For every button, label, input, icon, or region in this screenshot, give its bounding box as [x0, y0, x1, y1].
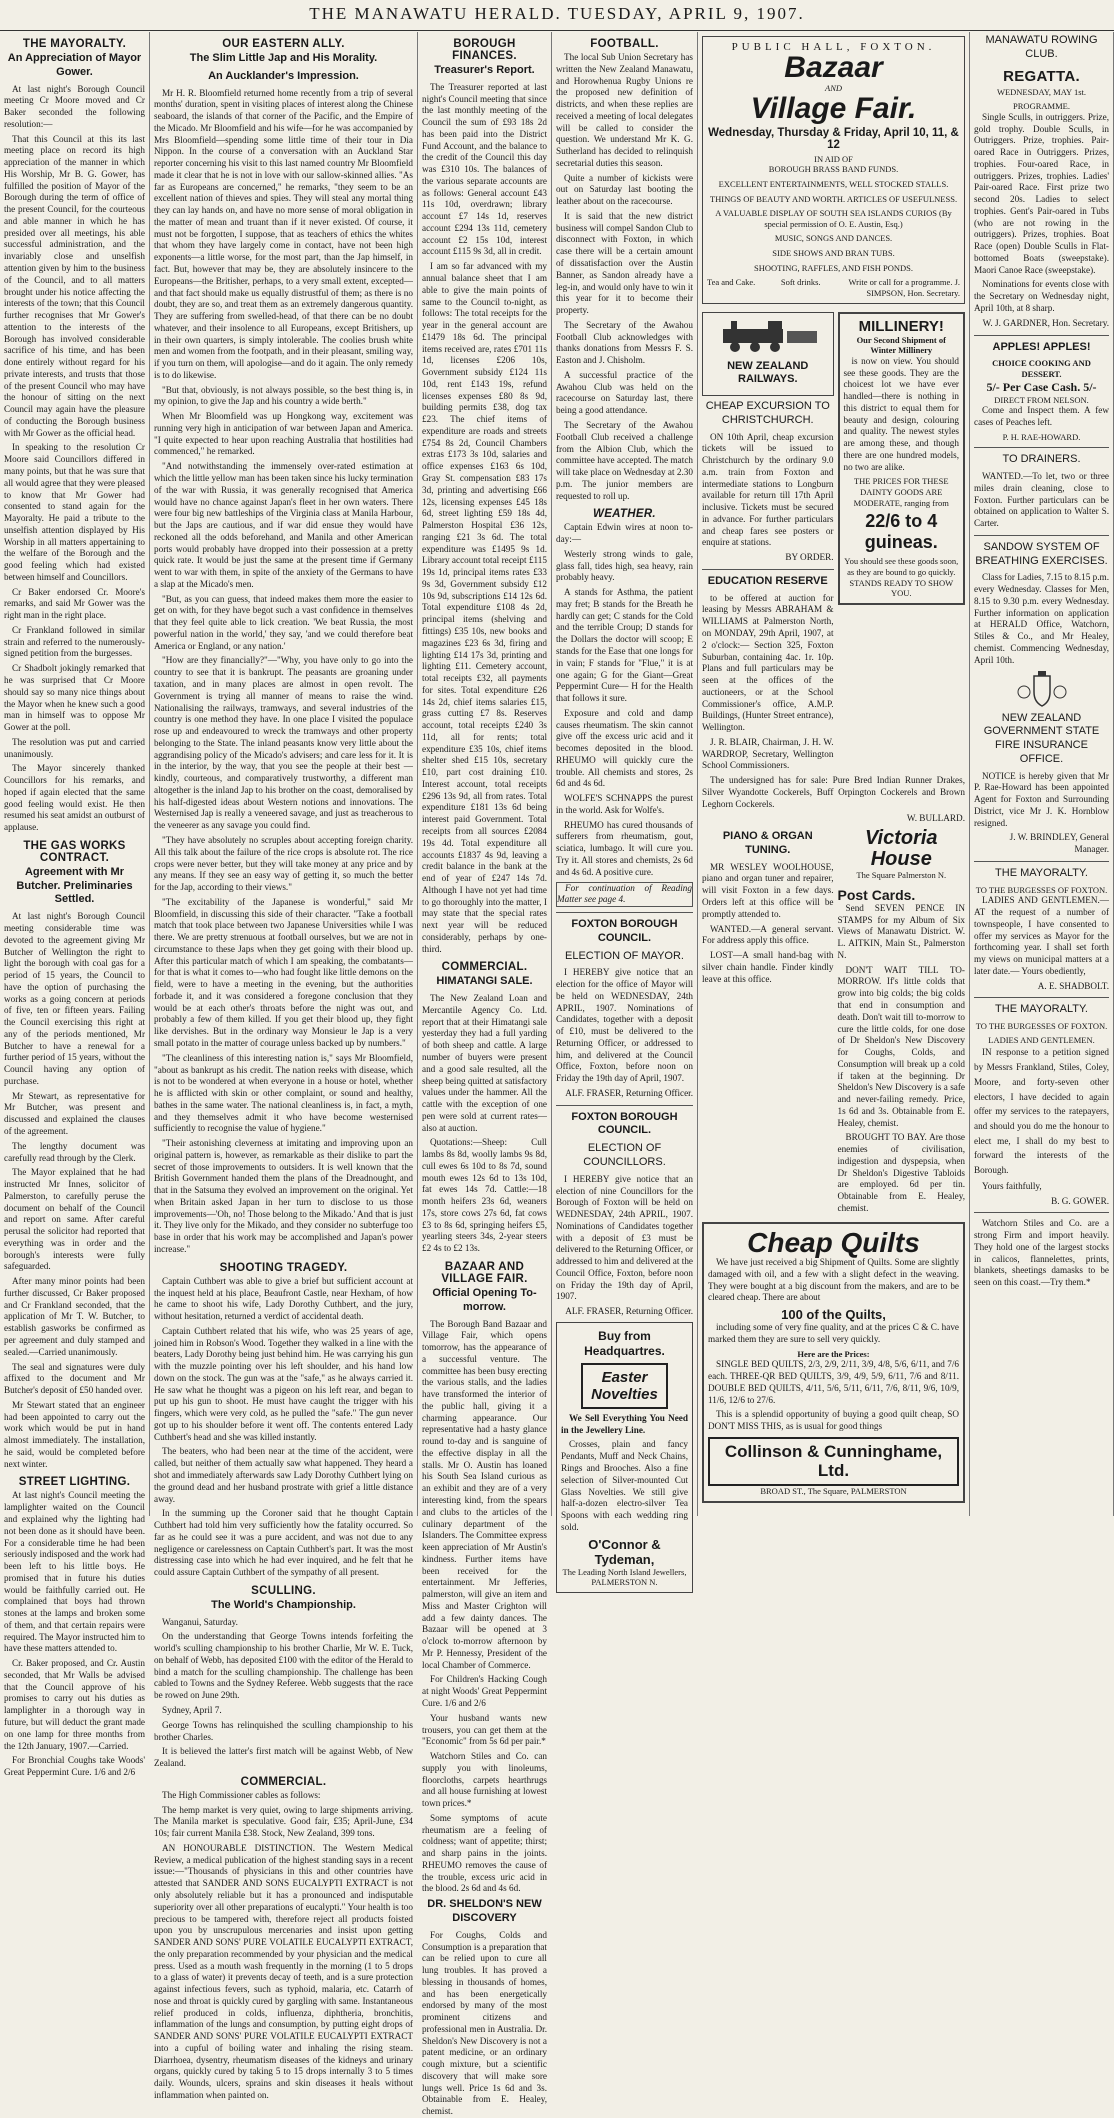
mayoralty-notice-closing: Yours faithfully,	[982, 1180, 1042, 1191]
drainers-body: WANTED.—To let, two or three miles drain cleaning, close to Foxton. Further particulars can be obtained on application to Walter S. Carter.	[974, 471, 1109, 529]
paragraph: At last night's Borough Council meeting Cr Moore moved and Cr Baker seconded the following resolution:—	[4, 83, 145, 129]
dont-wait-notice: DON'T WAIT TILL TO-MORROW. If's little colds that grow into big colds; the big colds that end in consumption and death. Don't wait till to-morrow to cure the little colds, for one dose of Dr Sheldon's New Discovery for Coughs, Colds, and Consumption will break up a cold if taken at the beginning. Dr Sheldon's New Discovery is a safe and never-failing remedy. Price, 1s 6d and 3s. Obtainable from E. Healey, chemist.	[837, 964, 965, 1128]
divider	[974, 335, 1109, 336]
apples-source: DIRECT FROM NELSON.	[994, 394, 1089, 405]
post-cards-title: Post Cards.	[837, 886, 916, 903]
headline-football: FOOTBALL.	[590, 38, 659, 50]
paragraph: Watchorn Stiles and Co. can supply you with linoleums, floorcloths, carpets hearthrugs and all house furnishing at lowest town prices.*	[422, 1751, 547, 1809]
village-fair-title: Village Fair.	[750, 91, 917, 125]
notice-subtitle: ELECTION OF MAYOR.	[565, 949, 684, 962]
paragraph: After many minor points had been further discussed, Cr Baker proposed and Cr Frankland seconded, that the application of Mr T. W. Butcher, to establish gasworks be confirmed as per agreement and duly stamped and sealed.—Carried unanimously.	[4, 1276, 145, 1357]
regatta-title: REGATTA.	[1003, 67, 1080, 85]
education-signature: J. R. BLAIR, Chairman, J. H. W. WARDROP, Secretary, Wellington School Commissioners.	[702, 736, 834, 771]
bazaar-aid: IN AID OF	[814, 153, 853, 164]
railways-signature: BY ORDER.	[785, 552, 834, 563]
subhead-himatangi: HIMATANGI SALE.	[436, 975, 533, 988]
paragraph: "How are they financially?"—"Why, you have only to go into the country to see that it is bankrupt. The peasants are groaning under taxation, and in many places are almost in open revolt. The Government is trying all manner of means to raise the wind. Nationalising the railways, tramways, and several industries of the country is one method they have. In one place I visited the populace rose up and endeavoured to wreck the tramways and other property belonging to the State. The inland peasants know very little about the aggrandising policy of the Micado's advisers; and care less for it. It is in the interior, by the way, that you see the people at their best — kindly, courteous, and comparatively trustworthy, a different man altogether is the inland Jap to his brother on the coast, demoralised by his half-digested ideas about Western notions and innovations. The Westernised Jap is really a veneered savage, and just as treacherous to the veneerer as any savage you could find.	[154, 655, 413, 831]
column-3	[418, 32, 552, 2117]
paragraph: In speaking to the resolution Cr Moore said Councillors differed in many points, but that he was sure that all would agree that they were pleased to know that Mr Gower had consented to stand again for the Mayoralty. He paid a tribute to the unselfish attention displayed by His Worship in all matters appertaining to the welfare of the Borough and the good feeling which had existed between himself and Councillors.	[4, 442, 145, 582]
paragraph: The High Commissioner cables as follows:	[162, 1789, 321, 1800]
cheap-quilts-title: Cheap Quilts	[747, 1226, 920, 1258]
notice-body: I HEREBY give notice that an election for the office of Mayor will be held on WEDNESDAY, 24th APRIL, 1907. Nominations of Candidates, together with a deposit of £10, must be delivered to the Returning Officer, or addressed to him, and delivered at the Council Office, Foxton, before noon on Friday the 19th day of April, 1907.	[556, 967, 693, 1084]
col5-right	[838, 308, 966, 776]
bazaar-aid-funds: BOROUGH BRASS BAND FUNDS.	[768, 164, 899, 175]
paragraph: AN HONOURABLE DISTINCTION. The Western Medical Review, a medical publication of the highest standing says in a recent issue:—"Thousands of physicians in this and other countries have attested that SANDER AND SONS EUCALYPTI EXTRACT is not only absolutely reliable but it has a pronounced and indisputable superiority over all other preparations of eucalypti." Your health is too precious to be tampered with, therefore reject all products foisted upon you by unscrupulous mercenaries and insist upon getting SANDER AND SONS' PURE VOLATILE EUCALYPTI EXTRACT, the only preparation recommended by your physician and the medical press. Used as a mouth wash frequently in the morning (1 to 5 drops to a glass of water) it prevents decay of teeth, and is a sure protection against infectious fevers, such as typhoid, malaria, etc. Catarrh of nose and throat is quickly cured by gargling with same. Instantaneous relief produced in colds, influenza, diphtheria, bronchitis, inflammation of the lungs and consumption, by putting eight drops of SANDER AND SONS' PURE VOLATILE EUCALYPTI EXTRACT into a cupful of boiling water and inhaling the rising steam. Diarrhoea, dysentry, rheumatism diseases of the kidneys and urinary organs, quickly cured by taking 5 to 15 drops internally 3 to 5 times daily. Wounds, ulcers, sprains and skin diseases it heals without inflammation when painted on.	[154, 1842, 413, 2100]
mayoralty-notice-greeting: LADIES AND GENTLEMEN.	[988, 1034, 1095, 1045]
headline-street-lighting: STREET LIGHTING.	[18, 1476, 131, 1489]
ad-firm-address: The Leading North Island Jewellers, PALMERSTON N.	[562, 1566, 687, 1588]
locomotive-icon	[713, 317, 823, 353]
millinery-title: MILLINERY!	[858, 317, 944, 335]
paragraph: Mr Stewart, as representative for Mr Butcher, was present and discussed and explained the clauses of the agreement.	[4, 1090, 145, 1136]
mayoralty-notice-signature: B. G. GOWER.	[1051, 1195, 1109, 1206]
millinery-advertisement	[838, 312, 966, 605]
insurance-signature: J. W. BRINDLEY, General Manager.	[1009, 832, 1109, 855]
prices-heading: Here are the Prices:	[797, 1348, 870, 1359]
railways-title: NEW ZEALAND RAILWAYS.	[727, 359, 809, 386]
mayoralty-notice-signature: A. E. SHADBOLT.	[1037, 980, 1109, 991]
millinery-footer: You should see these goods soon, as they are bound to go quickly. STANDS READY TO SHOW YOU.	[844, 556, 959, 599]
wanted-notice: WANTED.—A general servant. For address apply this office.	[702, 923, 834, 946]
piano-title: PIANO & ORGAN TUNING.	[722, 830, 813, 856]
programme-body: Single Sculls, in outriggers. Prize, gold trophy. Double Sculls, in Outriggers. Prize, trophies. Pair-oared Race in Outriggers. Prizes, trophies. Four-oared Race, in outriggers. Prizes, trophies. Ladies' Pair-oared Race. First prize two second 20s. Ladies to select trophies. Gent's Pair-oared in Tubs (who are not rowing in the outriggers). Prizes, trophies. Boat Race (open) Double Sculls in Flat-bottomed Boats (sweepstake). Maori Canoe Race (sweepstake).	[974, 111, 1109, 275]
sandow-title: SANDOW SYSTEM OF BREATHING EXERCISES.	[975, 540, 1108, 567]
paragraph: The lengthy document was carefully read through by the Clerk.	[4, 1140, 145, 1163]
paragraph: Captain Edwin wires at noon to-day:—	[556, 522, 693, 545]
railways-body: ON 10th April, cheap excursion tickets will be issued to Christchurch by the ordinary 9.0 a.m. train from Foxton and intermediate stations to Longburn available for return till 17th April inclusive. Tickets must be secured in advance. For further particulars and cheap fares see posters or enquire at stations.	[702, 431, 834, 548]
paragraph: George Towns has relinquished the sculling championship to his brother Charles.	[154, 1719, 413, 1742]
paragraph: It is said that the new district business will compel Sandon Club to disconnect with Foxton, in which case there will be a certain amount of dissatisfaction over the Austin Banner, as Sandon already have a leg-in, and would only have to win it this year for it to become their property.	[556, 210, 693, 316]
ad-line: We Sell Everything You Need in the Jewellery Line.	[561, 1412, 688, 1435]
railways-subtitle: CHEAP EXCURSION TO CHRISTCHURCH.	[705, 400, 830, 426]
divider	[974, 1212, 1109, 1213]
education-body: to be offered at auction for leasing by Messrs ABRAHAM & WILLIAMS at Palmerston North, on MONDAY, 29th April, 1907, at 2 o'clock:— Section 325, Foxton Suburban, containing 4ac. 1r. 10p. Plans and full particulars may be seen at the offices of the auctioneers, or at the School Commissioner's office, A.M.P. Buildings, (Hunter Street entrance), Wellington.	[702, 592, 834, 733]
brought-to-bay-notice: BROUGHT TO BAY. Are those enemies of civilisation, indigestion and dyspepsia, when Dr Sheldon's Digestive Tabloids are employed. 6d per tin. Obtainable from E. Healey, chemist.	[837, 1132, 965, 1213]
col5-right-2	[838, 828, 966, 1218]
paragraph: The beaters, who had been near at the time of the accident, were called, but neither of them actually saw what happened. They heard a shot and immediately afterwards saw Lady Dorothy Cuthbert lying on the ground dead and her husband prostrate with grief a little distance away.	[154, 1446, 413, 1504]
paragraph: The Borough Band Bazaar and Village Fair, which opens tomorrow, has the appearance of a successful venture. The committee has been busy erecting the various stalls, and the ladies have transformed the interior of the public hall, giving it a charming appearance. Our representative had a hasty glance round to-day and is sanguine of the effective display in all the stalls. Mr O. Austin has loaned his South Sea Island curious as an exhibit and they are of a very interesting kind, from the spears and clubs to the articles of the culinary department of the Islanders. The Committee express keen appreciation of Mr Austin's kindness. Further items have been received for the entertainment. Mr Jefferies, palmerston, will give an item and Miss and Master Crighton will add a few dainty dances. The Bazaar will be opened at 3 o'clock to-morrow afternoon by Mr P. Hennessy, President of the local Chamber of Commerce.	[422, 1318, 547, 1670]
mayoralty-notice-title: THE MAYORALTY.	[995, 1003, 1088, 1016]
paragraph: At last night's Council meeting the lamplighter waited on the Council and explained why the lighting had not been done as it should have been. For a considerable time he had been seriously indisposed and the work had been left to his little boys. He promised that in future his duties would be faithfully carried out. He complained that boys had thrown stones at the lamps and broken some of them, and that certain repairs were required. The Mayor instructed him to have these matters attended to.	[4, 1490, 145, 1654]
mayoralty-notice-to: TO THE BURGESSES OF FOXTON.	[975, 884, 1108, 895]
bazaar-line: EXCELLENT ENTERTAINMENTS, WELL STOCKED STALLS.	[718, 178, 949, 189]
railways-advertisement	[702, 312, 834, 397]
watchorn-notice: Watchorn Stiles and Co. are a strong Firm and import heavily. They hold one of the largest stocks in calicos, flannelettes, prints, blankets, sheetings damasks to be seen on this coast.—Try them.*	[974, 1218, 1109, 1288]
divider	[702, 569, 834, 570]
divider	[974, 535, 1109, 536]
headline-shooting-tragedy: SHOOTING TRAGEDY.	[219, 1261, 348, 1274]
headline-weather: WEATHER.	[593, 508, 656, 521]
paragraph: WOLFE'S SCHNAPPS the purest in the world. Ask for Wolfe's.	[556, 793, 693, 815]
firm-address: BROAD ST., The Square, PALMERSTON	[760, 1486, 907, 1497]
subhead-treasurer: Treasurer's Report.	[434, 64, 535, 76]
subhead-gas-works: Agreement with Mr Butcher. Preliminaries Settled.	[16, 865, 133, 906]
apples-title: APPLES! APPLES!	[992, 340, 1091, 353]
quilts-body-2: including some of very fine quality, and at the prices C & C. have marked them they are sure to sell very quickly.	[708, 1322, 959, 1344]
quilts-footer: This is a splendid opportunity of buying a good quilt cheap, SO DON'T MISS THIS, as is usual for good things	[708, 1409, 959, 1432]
paragraph: The resolution was put and carried unanimously.	[4, 736, 145, 759]
paragraph: In the summing up the Coroner said that he thought Captain Cuthbert had told him very sufficiently how the fatality occurred. So far as he could see it was a pure accident, and was not due to any negligence or carelessness on Captain Cuthbert's part. It was the most distressing case into which he had ever inquired, and he felt that he could assure Captain Cuthbert of the sympathy of all present.	[154, 1508, 413, 1578]
fowl-signature: W. BULLARD.	[906, 813, 965, 824]
bazaar-dates: Wednesday, Thursday & Friday, April 10, 11, & 12	[708, 126, 959, 151]
paragraph: The seal and signatures were duly affixed to the document and Mr Butcher's deposit of £50 handed over.	[4, 1361, 145, 1396]
apples-signature: P. H. RAE-HOWARD.	[1002, 431, 1081, 442]
paragraph: Westerly strong winds to gale, glass fall, tides high, sea heavy, rain probably heavy.	[556, 548, 693, 583]
paragraph: The Mayor explained that he had instructed Mr Innes, solicitor of Palmerston, to carefully peruse the document on behalf of the Council and report on same. After careful perusal the solicitor had reported that everything was in order and the borough's interests were fully safeguarded.	[4, 1167, 145, 1272]
quilts-advertisement	[702, 1222, 965, 1503]
quilts-body: We have just received a big Shipment of Quilts. Some are slightly damaged with oil, and a few with a slight defect in the weaving. They were bought at a big discount from the makers, and are to be cleared cheap. There are about	[708, 1257, 959, 1303]
paragraph: I am so far advanced with my annual balance sheet that I am able to give the main points of same to the Council to-night, as follows: The total receipts for the year in the general account are £1479 18s 6d. The principal items received are, rates £701 11s 1d, licenses £206 10s, Government subsidy £124 11s 10d, rent £143 19s, refund licenses expenses £80 8s 9d, building permits £38, dog tax £23. The chief items of expenditure are roads and streets £754 8s 2d, Council Chambers extras £173 3s 10d, salaries and office expenses £163 6s 10d, Gray St. compensation £83 17s 3d, printing and advertising £66 12s, licensing expenses £45 18s 6d, street lighting £59 18s 4d, Palmerston Hospital £36 12s, ranging £21 3s 6d. The total expenditure was £1495 9s 1d. Library account total receipt £115 19s 1d, principal items rates £33 9s 3d, Government subsidy £12 10s 9d, subscriptions £14 12s 6d. Total expenditure £108 4s 2d, principal items (shelving and fittings) £35 10s, new books and magazines £23 6s 3d, firing and lighting £14 17s 3d, printing and lighting £11. Cemetery account, total receipts £32, all payments for sites. Total expenditure £26 14s 2d, chief items salaries £15, grass cutting £7 8s. Reserves account, total receipts £240 3s 11d, all for rents; total expenditure £35 10s, chief items shelter shed £15 10s, secretary £10, part cost draining £10. Interest account, total receipts £296 13s 9d, all from rates. Total expenditure £181 13s 6d being interest paid Government. Total receipts from all sources £2084 19s 4d. Total expenditure all accounts £1837 4s 9d, leaving a credit balance in the bank at the end of year of £247 14s 7d. Although I have not yet had time to go thoroughly into the matter, I may state that the special rates next year will be reduced considerably, perhaps by one-third.	[422, 261, 547, 954]
bazaar-line: A VALUABLE DISPLAY OF SOUTH SEA ISLANDS CURIOS (By special permission of O. E. Austin, Esq.)	[715, 208, 952, 229]
apples-price: 5/- Per Case Cash. 5/-	[986, 379, 1097, 394]
column-5	[698, 32, 970, 1516]
notice-title: FOXTON BOROUGH COUNCIL.	[571, 1110, 678, 1137]
subhead-sheldon: DR. SHELDON'S NEW DISCOVERY	[427, 1898, 542, 1924]
paragraph: Quite a number of kickists were out on Saturday last booting the leather about on the racecourse.	[556, 172, 693, 207]
bazaar-title: Bazaar	[784, 51, 883, 84]
piano-body: MR WESLEY WOOLHOUSE, piano and organ tuner and repairer, will visit Foxton in a few days. Orders left at this office will be promptly attended to.	[702, 861, 834, 919]
mayoralty-notice-title: THE MAYORALTY.	[995, 866, 1088, 879]
headline-eastern-ally: OUR EASTERN ALLY.	[222, 38, 345, 50]
paragraph: Some symptoms of acute rheumatism are a feeling of coldness; want of appetite; thirst; and sharp pains in the joints. RHEUMO removes the cause of the trouble, excess uric acid in the blood. 2s 6d and 4s 6d.	[422, 1812, 547, 1894]
sandow-body: Class for Ladies, 7.15 to 8.15 p.m. every Wednesday. Classes for Men, 8.15 to 9.30 p.m. every Wednesday. Further information on application at HERALD Office, Watchorn, Stiles & Co., and Mr Healey, chemist. Commencing Wednesday, April 10th.	[974, 572, 1109, 665]
dateline: Sydney, April 7.	[162, 1705, 222, 1716]
mayoralty-notice-to: TO THE BURGESSES OF FOXTON.	[975, 1021, 1108, 1032]
drainers-title: TO DRAINERS.	[1002, 453, 1081, 466]
notice-subtitle: ELECTION OF COUNCILLORS.	[583, 1142, 666, 1168]
paragraph: Cr Frankland followed in similar strain and referred to the numerously-signed petition from the burgesses.	[4, 624, 145, 659]
notice-signature: ALF. FRASER, Returning Officer.	[565, 1087, 693, 1098]
subhead-eastern-ally: The Slim Little Jap and His Morality.	[189, 52, 378, 64]
divider	[974, 997, 1109, 998]
column-6	[970, 32, 1114, 1516]
paragraph: "Their astonishing cleverness at imitating and improving upon an original pattern is, however, as remarkable as their dislike to part the secret of those improvements to outsiders. It is well known that the British Government handed them the plans of the Dreadnought, and that in the Satsuma they evolved an improvement on the original. Yet when Britain asked Japan in her turn to disclose to us those improvements—'Oh, no! Those belong to the Mikado.' And that is just it. They live only for the Mikado, and they consider no subterfuge too base in order that his work may be accomplished and Japan's power increase."	[154, 1138, 413, 1254]
bazaar-tea: Tea and Cake.	[707, 277, 756, 288]
notice-signature: ALF. FRASER, Returning Officer.	[565, 1306, 693, 1317]
paragraph: "They have absolutely no scruples about accepting foreign charity. All this talk about the failure of the rice crops is absolute rot. The rice crops were never better, but they will take money at any price and by any means. If they see an easy way of getting it, so much the better for the Jap, according to their views."	[154, 834, 413, 893]
col5-left-2	[702, 828, 834, 1218]
bazaar-line: THINGS OF BEAUTY AND WORTH. ARTICLES OF USEFULNESS.	[709, 193, 958, 204]
bazaar-location: PUBLIC HALL, FOXTON.	[731, 41, 936, 53]
paragraph: For Coughs, Colds and Consumption is a preparation that can be relied upon to cure all lung troubles. It has proved a blessing in thousands of homes, and has been energetically endorsed by many of the most prominent citizens and professional men in Australia. Dr. Sheldon's New Discovery is not a patent medicine, or an ordinary cough mixture, but a scientific discovery that will make sore lungs well. Price 1s 6d and 3s. Obtainable from E. Healey, chemist.	[422, 1929, 547, 2117]
headline-sculling: SCULLING.	[251, 1584, 316, 1597]
paragraph: For Children's Hacking Cough at night Woods' Great Peppermint Cure. 1/6 and 2/6	[422, 1674, 547, 1708]
paragraph: "But, as you can guess, that indeed makes them more the easier to get on with, for they have begot such a vast confidence in themselves that they feel quite able to lick creation. 'We beat Russia, the most powerful nation in the world,' they say, 'and we could therefore beat America or England, or any nation.'	[154, 593, 413, 651]
paragraph: When Mr Bloomfield was up Hongkong way, excitement was running very high in anticipation of war between Japan and America. "I quite expected to hear upon reaching Australia that hostilities had commenced," he remarked.	[154, 411, 413, 457]
coat-of-arms-icon	[1012, 670, 1072, 710]
divider	[556, 912, 693, 913]
education-title: EDUCATION RESERVE	[707, 574, 828, 587]
paragraph: Captain Cuthbert related that his wife, who was 25 years of age, joined him in Robson's Wood. Together they walked in a line with the beaters, Lady Dorothy being just behind him. He was carrying his gun with the muzzle pointing over his left shoulder, and his hand low down on the stock. The gun was at the "safe," as he always carried it. He saw what he thought was a pigeon on his left rear, and began to put up his gun to shoot. He must have caught the trigger with his fingers, which were very cold, as he pulled the "safe." The gun never got up to his shoulder before it went off. The contents entered Lady Cuthbert's head and she was killed instantly.	[154, 1325, 413, 1442]
bazaar-footer	[707, 277, 960, 298]
apples-body: Come and Inspect them. A few cases of Peaches left.	[974, 405, 1109, 427]
paragraph: For Bronchial Coughs take Woods' Great Peppermint Cure. 1/6 and 2/6	[4, 1755, 145, 1778]
paragraph: Quotations:—Sheep: Cull lambs 8s 8d, woolly lambs 9s 8d, cull ewes 6s 10d to 8s 7d, sound mouth ewes 12s 6d to 13s 10d, fat ewes 14s 7d. Cattle:—18 month heifers 23s 6d, weaners 17s, store cows 27s 6d, fat cows £3 to 8s 6d, springing heifers £5, yearling steers 34s, 2-year steers £2 4s to £2 13s.	[422, 1137, 547, 1254]
paragraph: Mr Stewart stated that an engineer had been appointed to carry out the work which would be put in hand almost immediately. The installation, he said, would be completed before next winter.	[4, 1399, 145, 1469]
headline-borough-finances: BOROUGH FINANCES.	[452, 38, 517, 62]
jeweller-advertisement	[556, 1322, 693, 1593]
programme-signature: W. J. GARDNER, Hon. Secretary.	[982, 317, 1109, 328]
continuation-note: For continuation of Reading Matter see page 4.	[556, 882, 693, 908]
paragraph: Captain Cuthbert was able to give a brief but sufficient account at the inquest held at his place, Beaufront Castle, near Hexham, of how he came to shoot his wife, Lady Dorothy Cuthbert, and the jury, without hesitation, returned a verdict of accidental death.	[154, 1275, 413, 1322]
headline-bazaar: BAZAAR AND VILLAGE FAIR.	[441, 1261, 528, 1285]
paragraph: RHEUMO has cured thousands of sufferers from rheumatism, gout, sciatica, lumbago. It will cure you. Try it. All stores and chemists, 2s 6d and 4s 6d. A positive cure.	[556, 819, 693, 877]
paragraph: The Treasurer reported at last night's Council meeting that since the last monthly meeting of the Council the sum of £93 18s 2d has been paid into the District Fund Account, and the balance to the credit of the Council this day was £310 10s. The balances of the various separate accounts are as follows: General account £43 11s 10d, overdrawn; library account £7 14s 1d, reserves account £294 13s 11d, cemetery account £2 15s 10d, interest account £115 9s 3d, all in credit.	[422, 81, 547, 257]
firm-box	[708, 1437, 959, 1486]
bazaar-and: AND	[825, 83, 842, 93]
bazaar-programme: Write or call for a programme. J. SIMPSON, Hon. Secretary.	[848, 277, 960, 298]
fowl-notice: The undersigned has for sale: Pure Bred Indian Runner Drakes, Silver Wyandotte Cockerels, Buff Orpington Cockerels and Brown Leghorn Cockerels.	[702, 775, 965, 809]
subhead-mayoralty: An Appreciation of Mayor Gower.	[7, 52, 142, 78]
ad-body: Crosses, plain and fancy Pendants, Muff and Neck Chains, Rings and Brooches. Also a fine selection of Silver-mounted Cut Glass Novelties. We still give half-a-dozen electro-silver Tea Spoons with each wedding ring sold.	[561, 1439, 688, 1532]
bazaar-drinks: Soft drinks.	[780, 277, 821, 288]
quilts-count: 100 of the Quilts,	[781, 1307, 886, 1323]
mayoralty-notice-body: IN response to a petition signed by Messrs Frankland, Stiles, Coley, Moore, and forty-seven other electors, I have decided to again offer my services to the ratepayers, and should you do me the honour to elect me, I shall do my best to forward the interests of the Borough.	[974, 1047, 1109, 1176]
paragraph: Mr H. R. Bloomfield returned home recently from a trip of several months' duration, spent in visiting places of interest along the Chinese seaboard, the islands of that corner of the Pacific, and the Empire of the Micado. Mr Bloomfield and his wife—for he was accompanied by Mrs Bloomfield—spending some little time of their tour in Dia Nippon. In the course of a conversation with an Auckland Star reporter concerning his visit to this last named country Mr Bloomfield made it clear that he is not in love with our sallow-skinned allies. "As far as Europeans are concerned," he remarks, "they seem to be an excellent nation of thieves and spies. They will steal any mortal thing they can lay hands on, and have no more sense of moral obligation in the matter of mean and truant than if it never existed. Of course, it must not be forgotten, I suppose, that as teachers of ethics the whites that whom they have largely come in contact, have not been high exponents—a little worse, for the most part, than the Jap himself, in fact. But, however that may be, they are absolutely insincere to the Europeans—the Britisher, perhaps, to a very small extent, excepted—and that fact should make us equally distrustful of them; as there is no doubt, they are so, and treat them as an extremely dangerous quantity. They are suffering from swelled-head, of that there can be no doubt whatever, and their insolence to all Europeans, except Britishers, up in their own quarters, is simply intolerable. The coolies brush white men and women from the footpath, and in their pleasant, smiling way, if you turn on them, will apologise—and do it again. The only remedy is to do likewise.	[154, 87, 413, 380]
headline-commercial: COMMERCIAL.	[441, 961, 528, 974]
masthead: THE MANAWATU HERALD. TUESDAY, APRIL 9, 1907.	[0, 0, 1114, 31]
lost-notice: LOST—A small hand-bag with silver chain handle. Finder kindly leave at this office.	[702, 950, 834, 984]
easter-novelties-box	[581, 1363, 668, 1409]
bazaar-line: MUSIC, SONGS AND DANCES.	[774, 233, 893, 244]
paragraph: "The excitability of the Japanese is wonderful," said Mr Bloomfield, in discussing this side of their character. "Take a football match that took place between two Japanese Universities while I was there. We are pretty strenuous at football ourselves, but we are not in circumstance to these Japs when they get going with their blood up. After this particular match of which I am speaking, the combatants—for that is what it comes to—who had fought like little demons on the field, were to have a meeting in the evening, but the authorities forbade it, and it was considered a foregone conclusion that they would be at each other's throats before the night was out, and probably a few of them killed. If you get their blood up, they fight like dervishes. But in the ordinary way Monsieur le Jap is a very small potato in the matter of courage unless backed up by numbers."	[154, 896, 413, 1048]
headline-gas-works: THE GAS WORKS CONTRACT.	[23, 839, 126, 864]
insurance-body: NOTICE is hereby given that Mr P. Rae-Howard has been appointed Agent for Foxton and Surrounding District, vice Mr J. K. Hornblow resigned.	[974, 770, 1109, 828]
col5-left	[702, 308, 834, 776]
col5-split	[702, 308, 965, 776]
post-cards-body: Send SEVEN PENCE IN STAMPS for my Album of Six Views of Manawatu District. W. L. AITKIN, Main St., Palmerston N.	[837, 902, 965, 960]
paragraph: Cr. Baker proposed, and Cr. Austin seconded, that Mr Walls be advised that the Council approve of his promises to carry out his duties as lamplighter in a thorough way in future, but will deduct the grant made on one lamp for three months from the 12th January, 1907.—Carried.	[4, 1658, 145, 1751]
column-2	[150, 32, 418, 2100]
col5-split-2	[702, 828, 965, 1218]
bazaar-line: SHOOTING, RAFFLES, AND FISH PONDS.	[754, 262, 913, 273]
divider	[556, 1105, 693, 1106]
paragraph: Cr Shadbolt jokingly remarked that he was surprised that Cr Moore should say so many nice things about the Mayor when he knew such a good man in himself was to oppose Mr Gower at the poll.	[4, 663, 145, 733]
paragraph: The Secretary of the Awahou Football Club received a challenge from the Albion Club, which the committee have accepted. The match will take place on Wednesday at 2.30 p.m. The junior members are requested to roll up.	[556, 419, 693, 501]
ad-title: Buy from Headquartres.	[584, 1328, 665, 1358]
victoria-house-address: The Square Palmerston N.	[856, 870, 947, 881]
notice-title: FOXTON BOROUGH COUNCIL.	[571, 918, 678, 944]
bazaar-advertisement	[702, 36, 965, 304]
paragraph: That this Council at this its last meeting place on record its high appreciation of the manner in which His Worship, Mr B. G. Gower, has fulfilled the position of Mayor of the Borough during the term of office of the present Council, for the courteous and able manner in which he has presided over all meetings, his able successful administration, and the invariably close and unselfish attention given by him to the business of the Council, and to all matters brought under his notice affecting the interests of the town; that this Council further recognises that Mr Gower's attention to the interests of the Borough has involved considerable sacrifice of his time, and has been done entirely without regard for his private interests, and trusts that those of the present Council who may have the honour of sitting on the next Council may again have the pleasure of conducting the Borough business with Mr Gower as the official head.	[4, 133, 145, 438]
millinery-subtitle: Our Second Shipment of Winter Millinery	[856, 334, 946, 356]
programme-footer: Nominations for events close with the Secretary on Wednesday night, April 10th, at 8 sharp.	[974, 279, 1109, 313]
divider	[974, 447, 1109, 448]
paragraph: The New Zealand Loan and Mercantile Agency Co. Ltd. report that at their Himatangi sale yesterday they had a full yarding of both sheep and cattle. A large number of buyers were present and a good sale resulted, all the sheep being quitted at satisfactory values under the hammer. All the cattle with the exception of one pen were sold at current rates—also at auction.	[422, 993, 548, 1133]
paragraph: On the understanding that George Towns intends forfeiting the world's sculling championship to his brother Charlie, Mr W. E. Tuck, on behalf of Webb, has deposited £100 with the editor of the Herald to bind a match for the sculling championship. The challenge has been cabled to Towns and the Sydney Referee. Webb suggests that the race be rowed on June 29th.	[154, 1631, 413, 1701]
firm-name: Collinson & Cunninghame, Ltd.	[724, 1441, 943, 1480]
dateline: Wanganui, Saturday.	[162, 1616, 238, 1627]
paragraph: Cr Baker endorsed Cr. Moore's remarks, and said Mr Gower was the right man in the right place.	[4, 586, 145, 621]
column-4	[552, 32, 698, 1588]
paragraph: The hemp market is very quiet, owing to large shipments arriving. The Manila market is speculative. Good fair, £35; April-June, £34 10s; fair current Manila £38. Stock, New Zealand, 399 tons.	[154, 1804, 413, 1839]
subhead-sculling: The World's Championship.	[211, 1598, 356, 1611]
paragraph: Your husband wants new trousers, you can get them at the "Economic" from 5s 6d per pair.*	[422, 1712, 547, 1747]
notice-body: I HEREBY give notice that an election of nine Councillors for the Borough of Foxton will be held on WEDNESDAY, 24th APRIL, 1907. Nominations of Candidates together with a deposit of £3 must be delivered to the Returning Officer, or addressed to him and delivered at the Council Office, Foxton, before noon on Friday the 19th day of April, 1907.	[556, 1173, 693, 1302]
quilts-prices: SINGLE BED QUILTS, 2/3, 2/9, 2/11, 3/9, 4/8, 5/6, 6/11, and 7/6 each. THREE-QR BED QUILTS, 3/9, 4/9, 5/9, 6/11, 7/6 and 8/11. DOUBLE BED QUILTS, 4/11, 5/6, 5/11, 6/11, 7/6, 8/11, 9/6, 10/9, 11/6, 12/6 to 27/6.	[708, 1359, 959, 1405]
paragraph: Exposure and cold and damp causes rheumatism. The skin cannot give off the excess uric acid and it becomes deposited in the blood. RHEUMO will quickly cure the trouble. All chemists and stores, 2s 6d and 4s 6d.	[556, 707, 693, 789]
millinery-body: is now on view. You should see these goods. They are the choicest lot we have ever handled—there is nothing in this district to equal them for beauty and design, colouring and quality. The newest styles are among these, and though there are one hundred models, no two are alike.	[843, 355, 959, 472]
paragraph: "The cleanliness of this interesting nation is," says Mr Bloomfield, "about as bankrupt as his credit. The nation reeks with disease, which is not to be wondered at when everyone in a house or hotel, whether he is afflicted with skin or other complaint, or sound and healthy, bathes in the same water. The national cleanliness is, in fact, a myth, and they themselves admit it who have become westernised sufficiently to recognise the value of hygiene."	[154, 1052, 413, 1134]
regatta-date: WEDNESDAY, MAY 1st.	[996, 86, 1087, 97]
subhead-aucklander: An Aucklander's Impression.	[208, 69, 359, 82]
alphabet-verse: A stands for Asthma, the patient may fret; B stands for the Breath he hardly can get; C stands for the Cold and the terrible Croup; D stands for the Dollars the doctor will scoop; E stands for the Ease that one longs for in vain; F stands for "Flue," it is at one again; G for the Giant—Great Peppermint Cure— H for the Health that follows it sure.	[556, 587, 693, 704]
easter-novelties-text: Easter Novelties	[591, 1368, 658, 1403]
insurance-title: NEW ZEALAND GOVERNMENT STATE FIRE INSURANCE OFFICE.	[983, 711, 1100, 765]
paragraph: "And notwithstanding the immensely over-rated estimation at which the little yellow man has been taken since his lucky termination of the war with Russia, it was generally recognised that America would have no chance against Japan's fleet in her own waters. There were four big new battleships of the Virginia class at Manila Harbour, but the Japs are cautious, and if war did ensue they would have reckoned all the odds beforehand, and Manila and other American ports would probably have dropped into their possession at a pretty quick rate. It would be just the same at the present time if Germany went to war with them, in spite of the anxiety of the Germans to have a slap at the Micado's men.	[154, 461, 413, 589]
paragraph: It is believed the latter's first match will be against Webb, of New Zealand.	[154, 1746, 413, 1769]
subhead-bazaar: Official Opening To-morrow.	[432, 1287, 537, 1313]
bazaar-line: SIDE SHOWS AND BRAN TUBS.	[772, 248, 895, 258]
rowing-club-title: MANAWATU ROWING CLUB.	[985, 34, 1098, 60]
paragraph: The local Sub Union Secretary has written the New Zealand Manawatu, and Horowhenua Rugby Unions re the proposed new definition of districts, and when these replies are received a meeting of local delegates will be called to consider the question. We understand Mr K. G. Sutherland has decided to relinquish secretarial duties this season.	[556, 52, 693, 168]
paragraph: The Secretary of the Awahou Football Club acknowledges with thanks donations from Messrs F. S. Easton and J. Chisholm.	[556, 319, 693, 366]
divider	[974, 861, 1109, 862]
ad-firm-name: O'Connor & Tydeman,	[588, 1536, 661, 1567]
paragraph: "But that, obviously, is not always possible, so the best thing is, in my opinion, to give the Jap and his country a wide berth."	[154, 384, 413, 407]
headline-mayoralty: THE MAYORALTY.	[22, 38, 127, 50]
mayoralty-notice-body: LADIES AND GENTLEMEN.— AT the request of a number of townspeople, I have consented to offer my services as Mayor for the forthcoming year. I shall set forth my views on municipal matters at a later date.— Yours obediently,	[974, 895, 1109, 976]
paragraph: At last night's Borough Council meeting considerable time was devoted to the agreement giving Mr Butcher of Wellington the right to light the borough with coal gas for a period of 15 years, the Council to have the option of purchasing the works as a going concern at periods of five, ten or fifteen years. Failing the Council exercising this right at any of the periods mentioned, Mr Butcher to have a renewal for a further period of 15 years, without the Council having any option of purchase.	[4, 911, 145, 1086]
millinery-range: 22/6 to 4 guineas.	[864, 511, 938, 553]
paragraph: A successful practice of the Awahou Club was held on the racecourse on Saturday last, there being a good attendance.	[556, 369, 693, 416]
column-1	[0, 32, 150, 1778]
millinery-prices: THE PRICES FOR THESE DAINTY GOODS ARE MODERATE, ranging from	[853, 476, 949, 508]
programme-heading: PROGRAMME.	[1013, 101, 1070, 112]
paragraph: The Mayor sincerely thanked Councillors for his remarks, and hoped if again elected that the same good feeling would exist. He then resumed his seat amidst an outburst of applause.	[4, 763, 145, 833]
headline-commercial: COMMERCIAL.	[240, 1775, 327, 1788]
apples-subtitle: CHOICE COOKING AND DESSERT.	[992, 358, 1091, 379]
victoria-house-title: Victoria House	[864, 827, 938, 871]
